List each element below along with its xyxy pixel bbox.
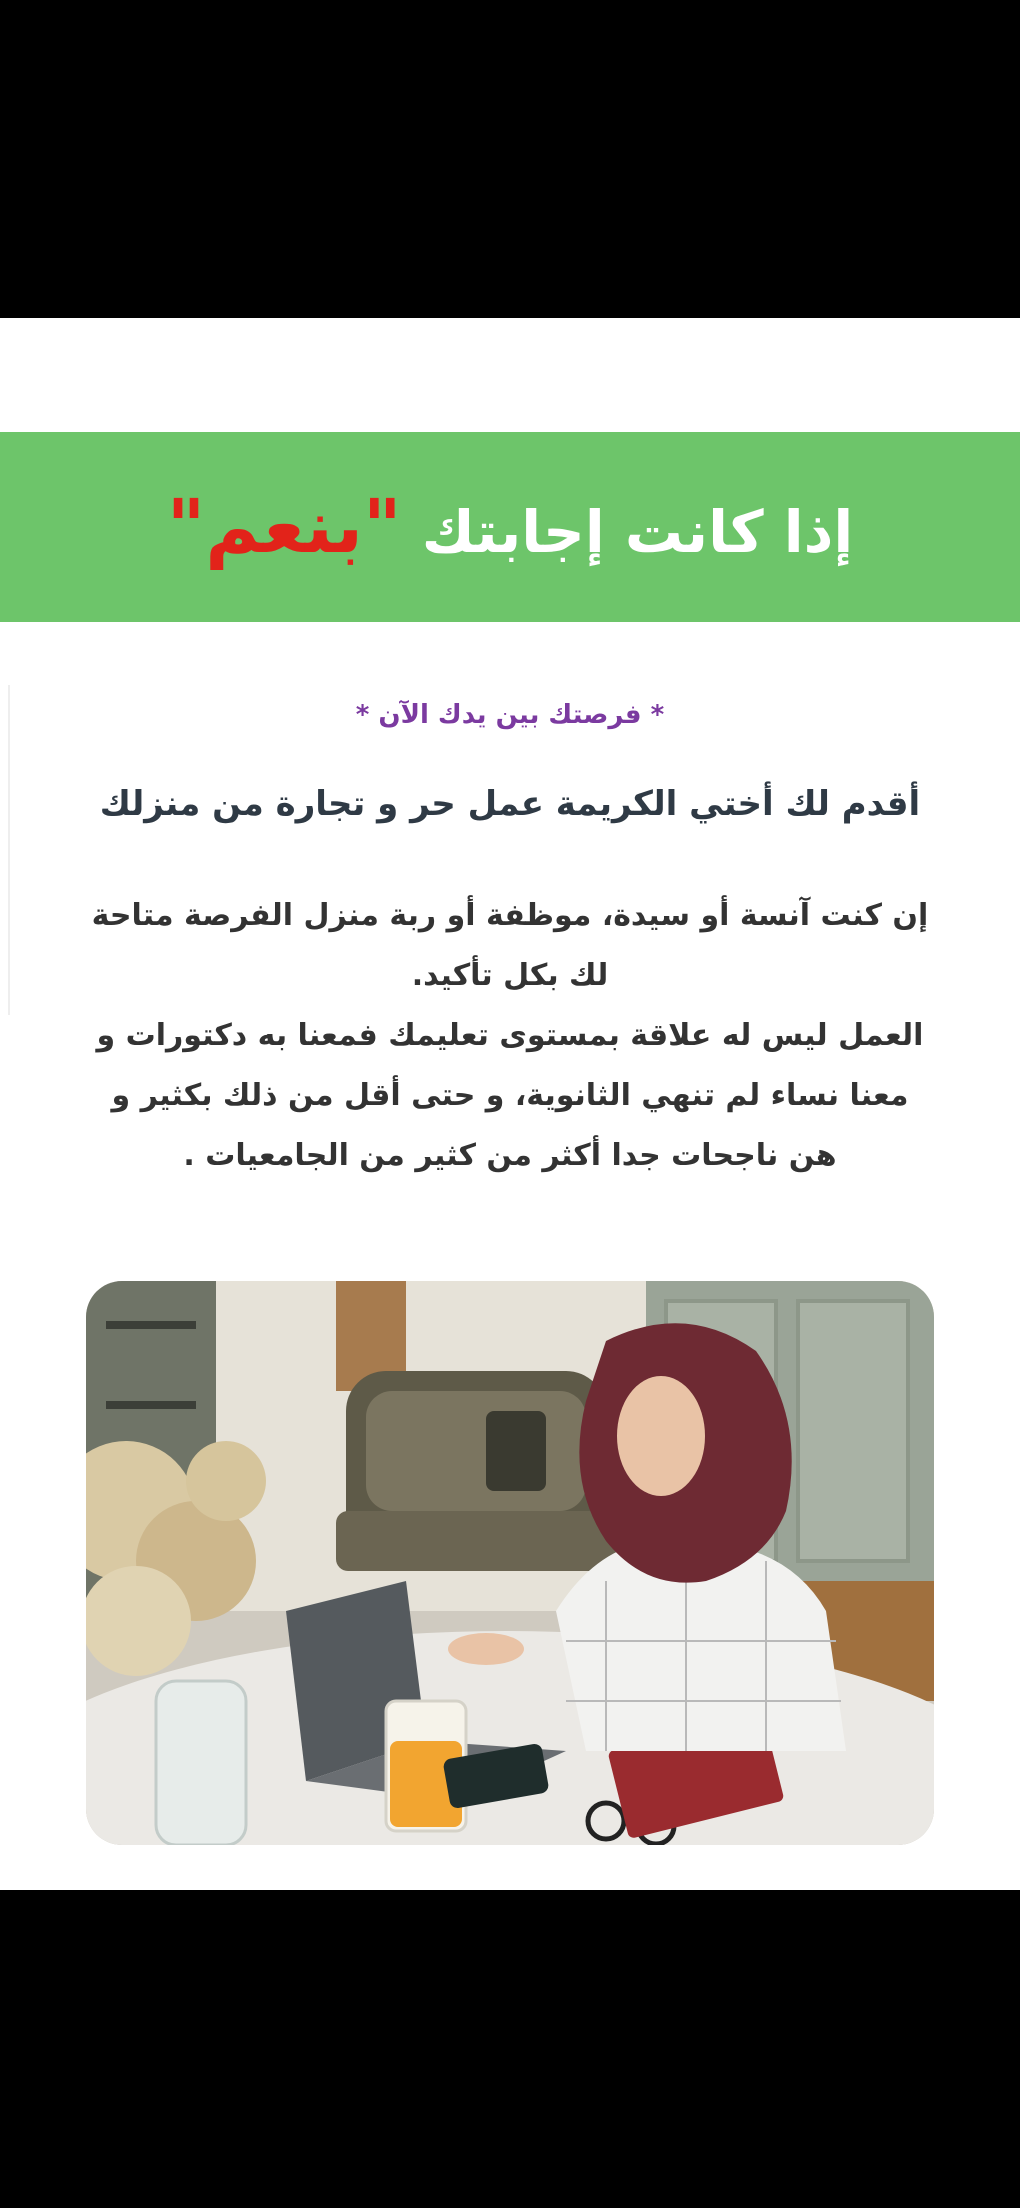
landing-page <box>0 318 1020 1890</box>
tagline: * فرصتك بين يدك الآن * <box>355 700 665 730</box>
banner-title-prefix: إذا كانت إجابتك <box>401 498 854 566</box>
body-paragraph-1: إن كنت آنسة أو سيدة، موظفة أو ربة منزل الفرصة متاحة لك بكل تأكيد. <box>91 898 929 993</box>
top-black-bar <box>0 0 1020 318</box>
bottom-black-bar <box>0 1890 1020 2208</box>
banner <box>0 432 1020 622</box>
body-text <box>90 886 930 1186</box>
body-paragraph-2: العمل ليس له علاقة بمستوى تعليمك فمعنا به دكتورات و معنا نساء لم تنهي الثانوية، و حتى أقل من ذلك بكثير و هن ناجحات جدا أكثر من كثير من الجامعيات . <box>96 1018 924 1173</box>
headline: أقدم لك أختي الكريمة عمل حر و تجارة من منزلك <box>99 784 921 824</box>
banner-title-highlight: "بنعم" <box>166 484 402 570</box>
hero-photo-illustration <box>86 1281 934 1845</box>
hero-photo <box>86 1281 934 1845</box>
left-edge-divider <box>8 685 10 1015</box>
banner-title <box>167 484 854 570</box>
